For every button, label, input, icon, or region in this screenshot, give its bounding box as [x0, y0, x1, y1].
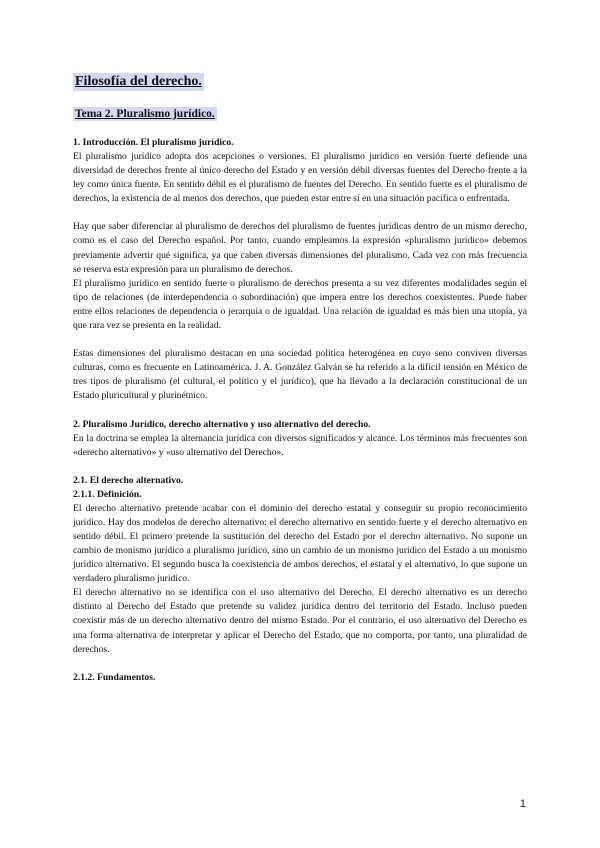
paragraph: El derecho alternativo pretende acabar con el dominio del derecho estatal y conseguir su propio reconocimiento jurídico. Hay dos modelos de derecho alternativo: el derecho alternativo en sentido fuerte y el derecho alternativo en sentido débil. El primero pretende la sustitución del derecho del Estado por el derecho alternativo. No supone un cambio de monismo jurídico a pluralismo jurídico, sino un cambio de un monismo jurídico del Estado a un monismo jurídico alternativo. El segundo busca la coexistencia de ambos derechos, el estatal y el alternativo, lo que supone un verdadero pluralismo jurídico.: [73, 502, 527, 585]
section-2-1-1-heading: 2.1.1. Definición.: [73, 488, 142, 500]
paragraph: En la doctrina se emplea la alternancia jurídica con diversos significados y alcance. Los términos más frecuentes son «derecho alternativo» y «uso alternativo del Derecho».: [73, 432, 527, 458]
paragraph: El pluralismo jurídico en sentido fuerte o pluralismo de derechos presenta a su vez diferentes modalidades según el tipo de relaciones (de interdependencia o subordinación) que impera entre los derechos coexistentes. Puede haber entre ellos relaciones de dependencia o jerarquía o de igualdad. Una relación de igualdad es más bien una utopía, ya que rara vez se presenta en la realidad.: [73, 277, 527, 332]
paragraph: El derecho alternativo no se identifica con el uso alternativo del Derecho. El derecho alternativo es un derecho distinto al Derecho del Estado que pretende su validez jurídica dentro del territorio del Estado. Incluso pueden coexistir más de un derecho alternativo dentro del mismo Estado. Por el contrario, el uso alternativo del Derecho es una forma alternativa de interpretar y aplicar el Derecho del Estado, que no comporta, por tanto, una pluralidad de derechos.: [73, 587, 527, 655]
page-number: 1: [519, 798, 526, 810]
section-1-heading: 1. Introducción. El pluralismo jurídico.: [73, 137, 234, 148]
topic-heading: Tema 2. Pluralismo jurídico.: [75, 108, 215, 120]
section-2-heading: 2. Pluralismo Jurídico, derecho alternativo y uso alternativo del derecho.: [73, 418, 371, 430]
paragraph: Hay que saber diferenciar al pluralismo de derechos del pluralismo de fuentes jurídicas dentro de un mismo derecho, como es el caso del Derecho español. Por tanto, cuando empleamos la expresión «pluralismo jurídico» debemos previamente advertir qué significa, ya que caben diversas dimensiones del pluralismo. Cada vez con más frecuencia se reserva esta expresión para un pluralismo de derechos.: [73, 221, 527, 275]
paragraph: El pluralismo jurídico adopta dos acepciones o versiones. El pluralismo jurídico en versión fuerte defiende una diversidad de derechos frente al único derecho del Estado y en versión débil diversas fuentes del Derecho frente a la ley como única fuente. En sentido débil es el pluralismo de fuentes del Derecho. En sentido fuerte es el pluralismo de derechos, la existencia de al menos dos derechos, que pueden estar entre sí en una situación pacífica o enfrentada.: [73, 151, 527, 205]
section-2-1-2-heading: 2.1.2. Fundamentos.: [73, 671, 156, 683]
document-title: Filosofía del derecho.: [75, 74, 202, 89]
section-2-1-heading: 2.1. El derecho alternativo.: [73, 474, 184, 486]
document-body: [73, 72, 527, 685]
paragraph: Estas dimensiones del pluralismo destacan en una sociedad política heterogénea en cuyo seno conviven diversas culturas, como es frecuente en Latinoamérica. J. A. González Galván se ha referido a la difícil tensión en México de tres tipos de pluralismo (el cultural, el político y el jurídico), que ha llevado a la declaración constitucional de un Estado pluricultural y plurinétnico.: [73, 348, 527, 402]
